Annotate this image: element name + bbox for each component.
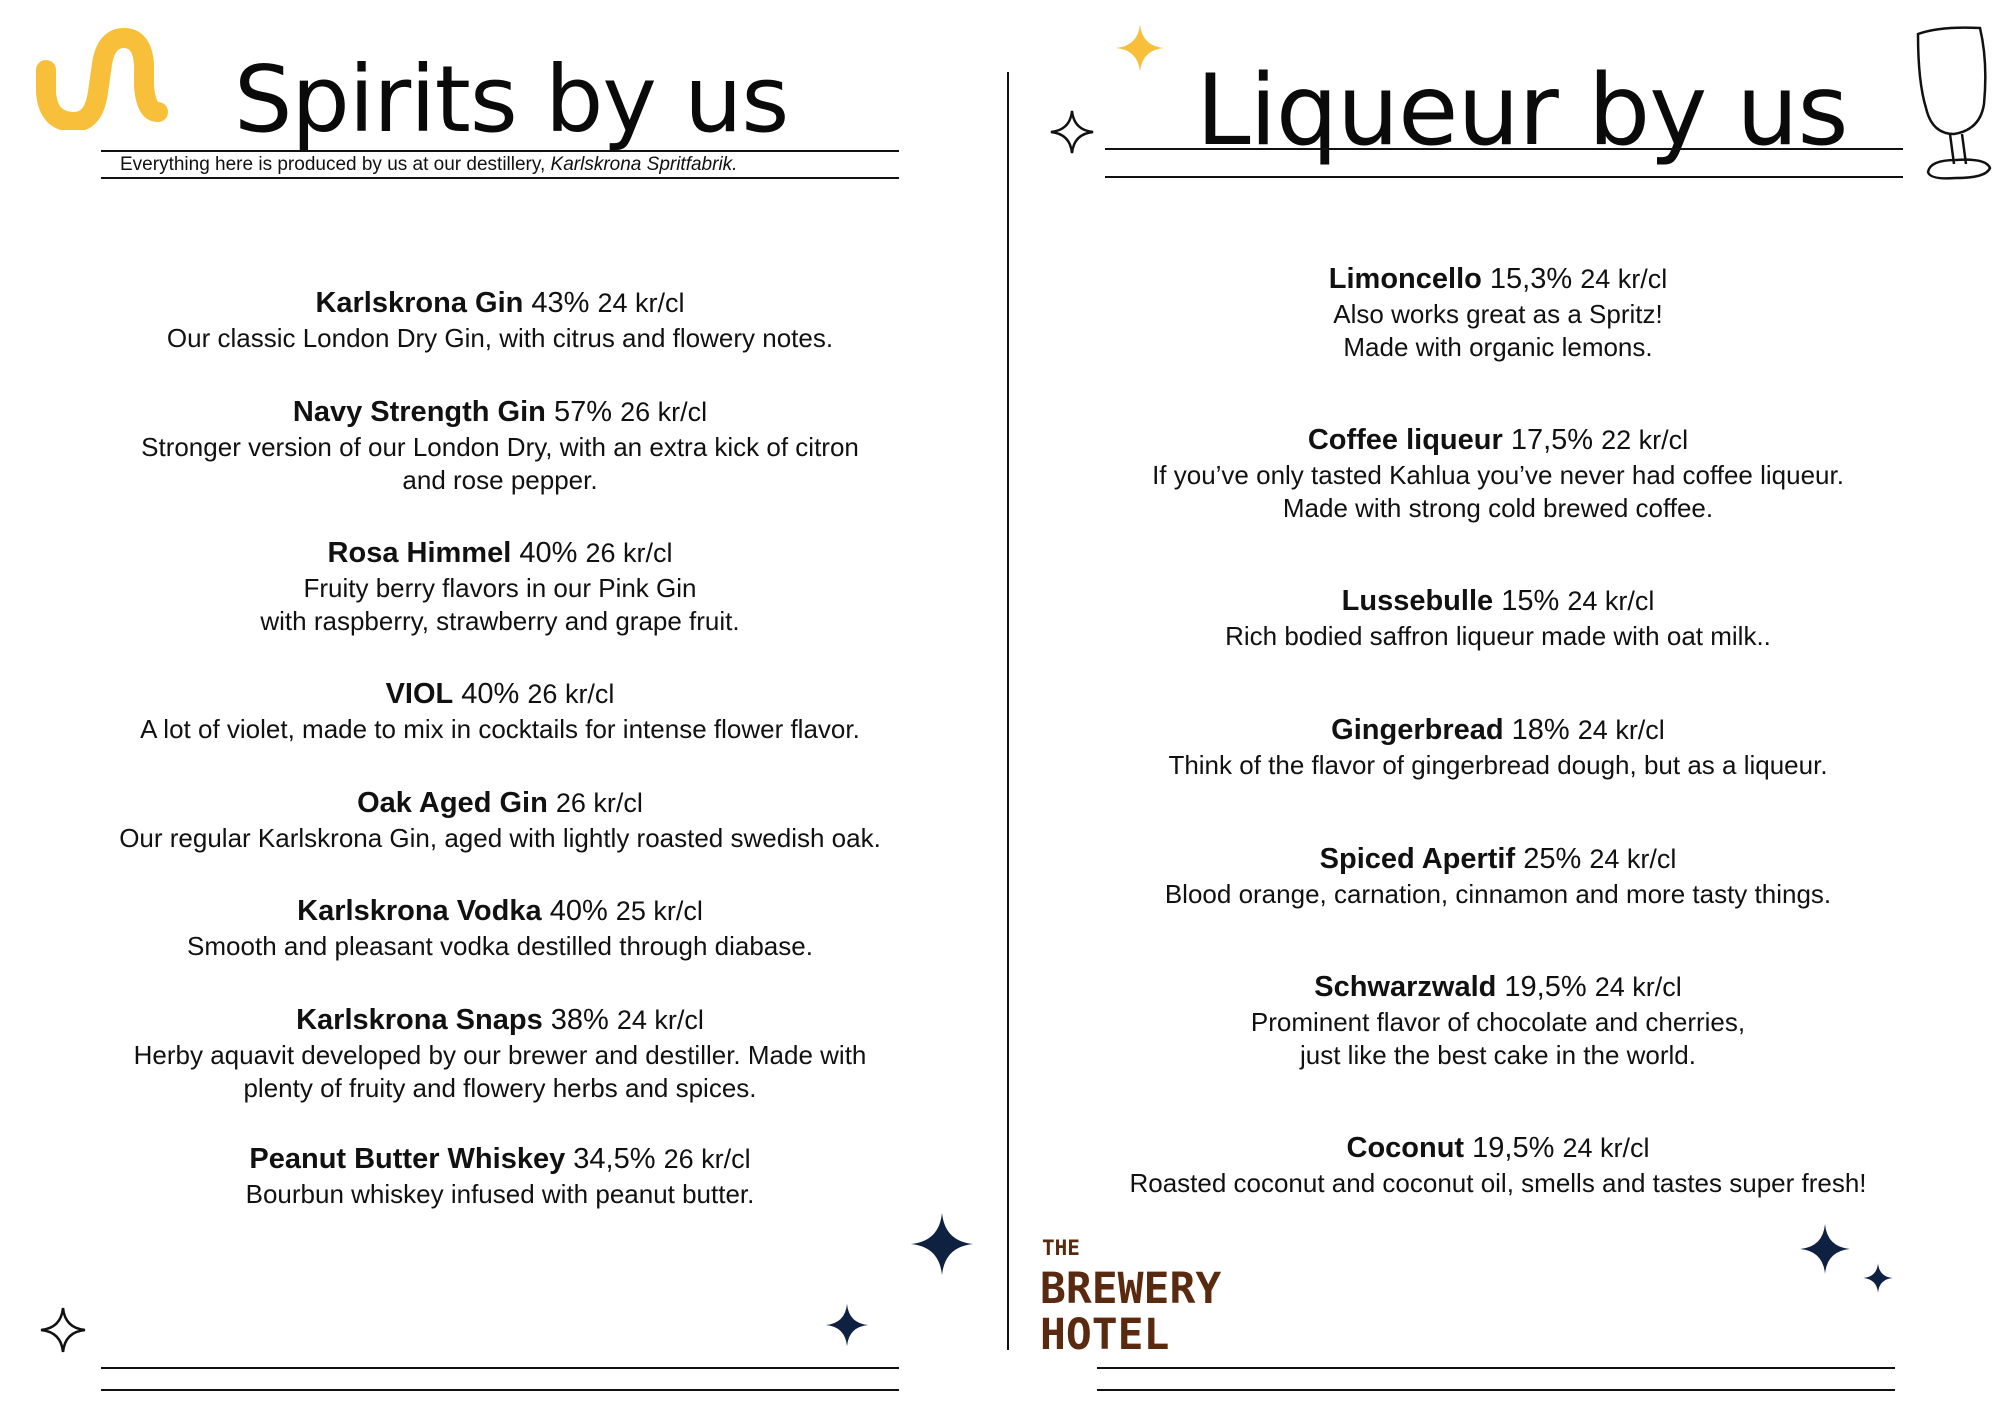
sparkle-star-icon bbox=[908, 1210, 976, 1278]
right-footer-line bbox=[1097, 1367, 1895, 1369]
menu-item-description: Think of the flavor of gingerbread dough, but as a liqueur. bbox=[1168, 750, 1828, 780]
menu-item-abv: 57% bbox=[553, 396, 612, 428]
menu-item-description: Rich bodied saffron liqueur made with oat milk.. bbox=[1225, 621, 1771, 651]
menu-item-name: Coconut bbox=[1346, 1132, 1465, 1164]
menu-item-description: and rose pepper. bbox=[402, 465, 598, 495]
menu-item-price: 25 kr/cl bbox=[615, 896, 703, 926]
menu-item-price: 24 kr/cl bbox=[1562, 1133, 1650, 1163]
menu-item-name: Oak Aged Gin bbox=[357, 787, 548, 819]
menu-item-heading bbox=[40, 393, 960, 431]
menu-item-price: 24 kr/cl bbox=[1577, 715, 1665, 745]
menu-item-heading bbox=[40, 675, 960, 713]
menu-item-description: Made with strong cold brewed coffee. bbox=[1282, 493, 1714, 523]
left-subtitle bbox=[120, 154, 737, 176]
menu-item-heading bbox=[40, 534, 960, 572]
menu-item-price: 24 kr/cl bbox=[1589, 844, 1677, 874]
menu-item-heading bbox=[1038, 582, 1958, 620]
menu-item-price: 26 kr/cl bbox=[555, 788, 643, 818]
right-page-title: Liqueur by us bbox=[1196, 54, 1848, 168]
menu-item-abv: 25% bbox=[1523, 843, 1582, 875]
menu-item-description: Our regular Karlskrona Gin, aged with lightly roasted swedish oak. bbox=[119, 823, 881, 853]
menu-item-abv: 40% bbox=[519, 537, 578, 569]
menu-item-abv: 38% bbox=[550, 1004, 609, 1036]
outline-star-icon bbox=[38, 1305, 88, 1355]
menu-item-description: plenty of fruity and flowery herbs and spices. bbox=[243, 1073, 757, 1103]
menu-item-name: Spiced Apertif bbox=[1319, 843, 1516, 875]
menu-item-abv: 17,5% bbox=[1510, 424, 1594, 456]
menu-item-name: Lussebulle bbox=[1341, 585, 1494, 617]
menu-item-abv: 34,5% bbox=[573, 1143, 656, 1175]
menu-item-heading bbox=[40, 784, 960, 822]
left-footer-line bbox=[101, 1367, 899, 1369]
menu-item-heading bbox=[40, 284, 960, 322]
menu-item-description: Smooth and pleasant vodka destilled through diabase. bbox=[187, 931, 813, 961]
menu-item-heading bbox=[1038, 1129, 1958, 1167]
menu-item-heading bbox=[40, 892, 960, 930]
menu-item-price: 24 kr/cl bbox=[1580, 264, 1668, 294]
brand-logo-line1: THE bbox=[1042, 1236, 1080, 1260]
menu-item-name: Rosa Himmel bbox=[327, 537, 512, 569]
menu-item-heading bbox=[1038, 260, 1958, 298]
brand-logo-line3: HOTEL bbox=[1040, 1310, 1170, 1360]
menu-item-description: Our classic London Dry Gin, with citrus and flowery notes. bbox=[166, 323, 834, 353]
sparkle-star-icon bbox=[1862, 1262, 1894, 1294]
menu-item-abv: 43% bbox=[531, 287, 590, 319]
menu-item bbox=[40, 534, 960, 638]
menu-item bbox=[1038, 1129, 1958, 1200]
menu-item-description: Prominent flavor of chocolate and cherries, bbox=[1250, 1007, 1746, 1037]
menu-item-price: 26 kr/cl bbox=[620, 397, 708, 427]
right-title-underline bbox=[1105, 176, 1903, 178]
menu-item-description: Fruity berry flavors in our Pink Gin bbox=[303, 573, 697, 603]
menu-item-description: A lot of violet, made to mix in cocktails for intense flower flavor. bbox=[140, 714, 860, 744]
menu-item-description: Also works great as a Spritz! bbox=[1333, 299, 1663, 329]
menu-item-description: Roasted coconut and coconut oil, smells and tastes super fresh! bbox=[1129, 1168, 1867, 1198]
menu-item bbox=[1038, 968, 1958, 1072]
menu-item-name: Coffee liqueur bbox=[1307, 424, 1503, 456]
sparkle-star-icon bbox=[1798, 1222, 1852, 1276]
menu-item bbox=[1038, 421, 1958, 525]
menu-item-name: Navy Strength Gin bbox=[292, 396, 546, 428]
menu-item-heading bbox=[40, 1001, 960, 1039]
menu-item bbox=[40, 1001, 960, 1105]
menu-item-name: VIOL bbox=[385, 678, 454, 710]
menu-item bbox=[40, 393, 960, 497]
menu-item-abv: 18% bbox=[1511, 714, 1570, 746]
menu-item bbox=[1038, 711, 1958, 782]
menu-item-price: 26 kr/cl bbox=[663, 1144, 751, 1174]
sparkle-star-icon bbox=[824, 1302, 870, 1348]
menu-item-name: Karlskrona Vodka bbox=[297, 895, 542, 927]
menu-item bbox=[40, 675, 960, 746]
menu-item-name: Gingerbread bbox=[1331, 714, 1504, 746]
menu-item-price: 26 kr/cl bbox=[527, 679, 615, 709]
wine-glass-icon bbox=[1910, 22, 2000, 182]
left-subtitle-italic: Karlskrona Spritfabrik. bbox=[550, 154, 738, 175]
right-title-underline bbox=[1105, 148, 1903, 150]
outline-star-icon bbox=[1048, 108, 1096, 156]
menu-item-price: 26 kr/cl bbox=[585, 538, 673, 568]
menu-item bbox=[1038, 840, 1958, 911]
menu-item-price: 24 kr/cl bbox=[1594, 972, 1682, 1002]
menu-item-description: with raspberry, strawberry and grape fruit. bbox=[260, 606, 740, 636]
menu-item-abv: 19,5% bbox=[1504, 971, 1587, 1003]
menu-item bbox=[40, 284, 960, 355]
menu-item-abv: 15% bbox=[1501, 585, 1560, 617]
menu-item-description: Herby aquavit developed by our brewer and destiller. Made with bbox=[133, 1040, 867, 1070]
right-footer-line bbox=[1097, 1389, 1895, 1391]
menu-item bbox=[1038, 260, 1958, 364]
menu-item-name: Karlskrona Snaps bbox=[296, 1004, 543, 1036]
sparkle-star-icon bbox=[1114, 22, 1166, 74]
menu-item-abv: 40% bbox=[461, 678, 520, 710]
menu-item-abv: 15,3% bbox=[1489, 263, 1573, 295]
menu-item-description: just like the best cake in the world. bbox=[1300, 1040, 1696, 1070]
menu-item-description: Blood orange, carnation, cinnamon and more tasty things. bbox=[1164, 879, 1832, 909]
left-subtitle-underline bbox=[101, 177, 899, 179]
left-page-title: Spirits by us bbox=[234, 46, 789, 153]
menu-item-abv: 40% bbox=[549, 895, 608, 927]
left-subtitle-text: Everything here is produced by us at our destillery, bbox=[120, 154, 551, 175]
menu-item-name: Peanut Butter Whiskey bbox=[249, 1143, 566, 1175]
brand-logo-line2: BREWERY bbox=[1040, 1264, 1222, 1314]
menu-item-description: If you’ve only tasted Kahlua you’ve never had coffee liqueur. bbox=[1152, 460, 1844, 490]
brand-wave-logo-icon bbox=[34, 26, 168, 130]
left-footer-line bbox=[101, 1389, 899, 1391]
menu-item-heading bbox=[1038, 711, 1958, 749]
menu-item-heading bbox=[40, 1140, 960, 1178]
column-divider bbox=[1007, 72, 1009, 1350]
left-title-underline bbox=[101, 150, 899, 152]
menu-item-price: 24 kr/cl bbox=[597, 288, 685, 318]
menu-item-abv: 19,5% bbox=[1472, 1132, 1555, 1164]
menu-item-heading bbox=[1038, 421, 1958, 459]
menu-item bbox=[1038, 582, 1958, 653]
menu-item-heading bbox=[1038, 840, 1958, 878]
menu-item-price: 22 kr/cl bbox=[1601, 425, 1689, 455]
menu-item bbox=[40, 892, 960, 963]
menu-item-name: Karlskrona Gin bbox=[315, 287, 524, 319]
menu-item-name: Schwarzwald bbox=[1314, 971, 1497, 1003]
menu-item-name: Limoncello bbox=[1328, 263, 1482, 295]
menu-item-price: 24 kr/cl bbox=[1567, 586, 1655, 616]
menu-item-description: Bourbun whiskey infused with peanut butter. bbox=[245, 1179, 755, 1209]
menu-item bbox=[40, 1140, 960, 1211]
menu-item-price: 24 kr/cl bbox=[616, 1005, 704, 1035]
menu-item bbox=[40, 784, 960, 855]
menu-item-heading bbox=[1038, 968, 1958, 1006]
menu-item-description: Stronger version of our London Dry, with an extra kick of citron bbox=[141, 432, 859, 462]
menu-item-description: Made with organic lemons. bbox=[1343, 332, 1653, 362]
